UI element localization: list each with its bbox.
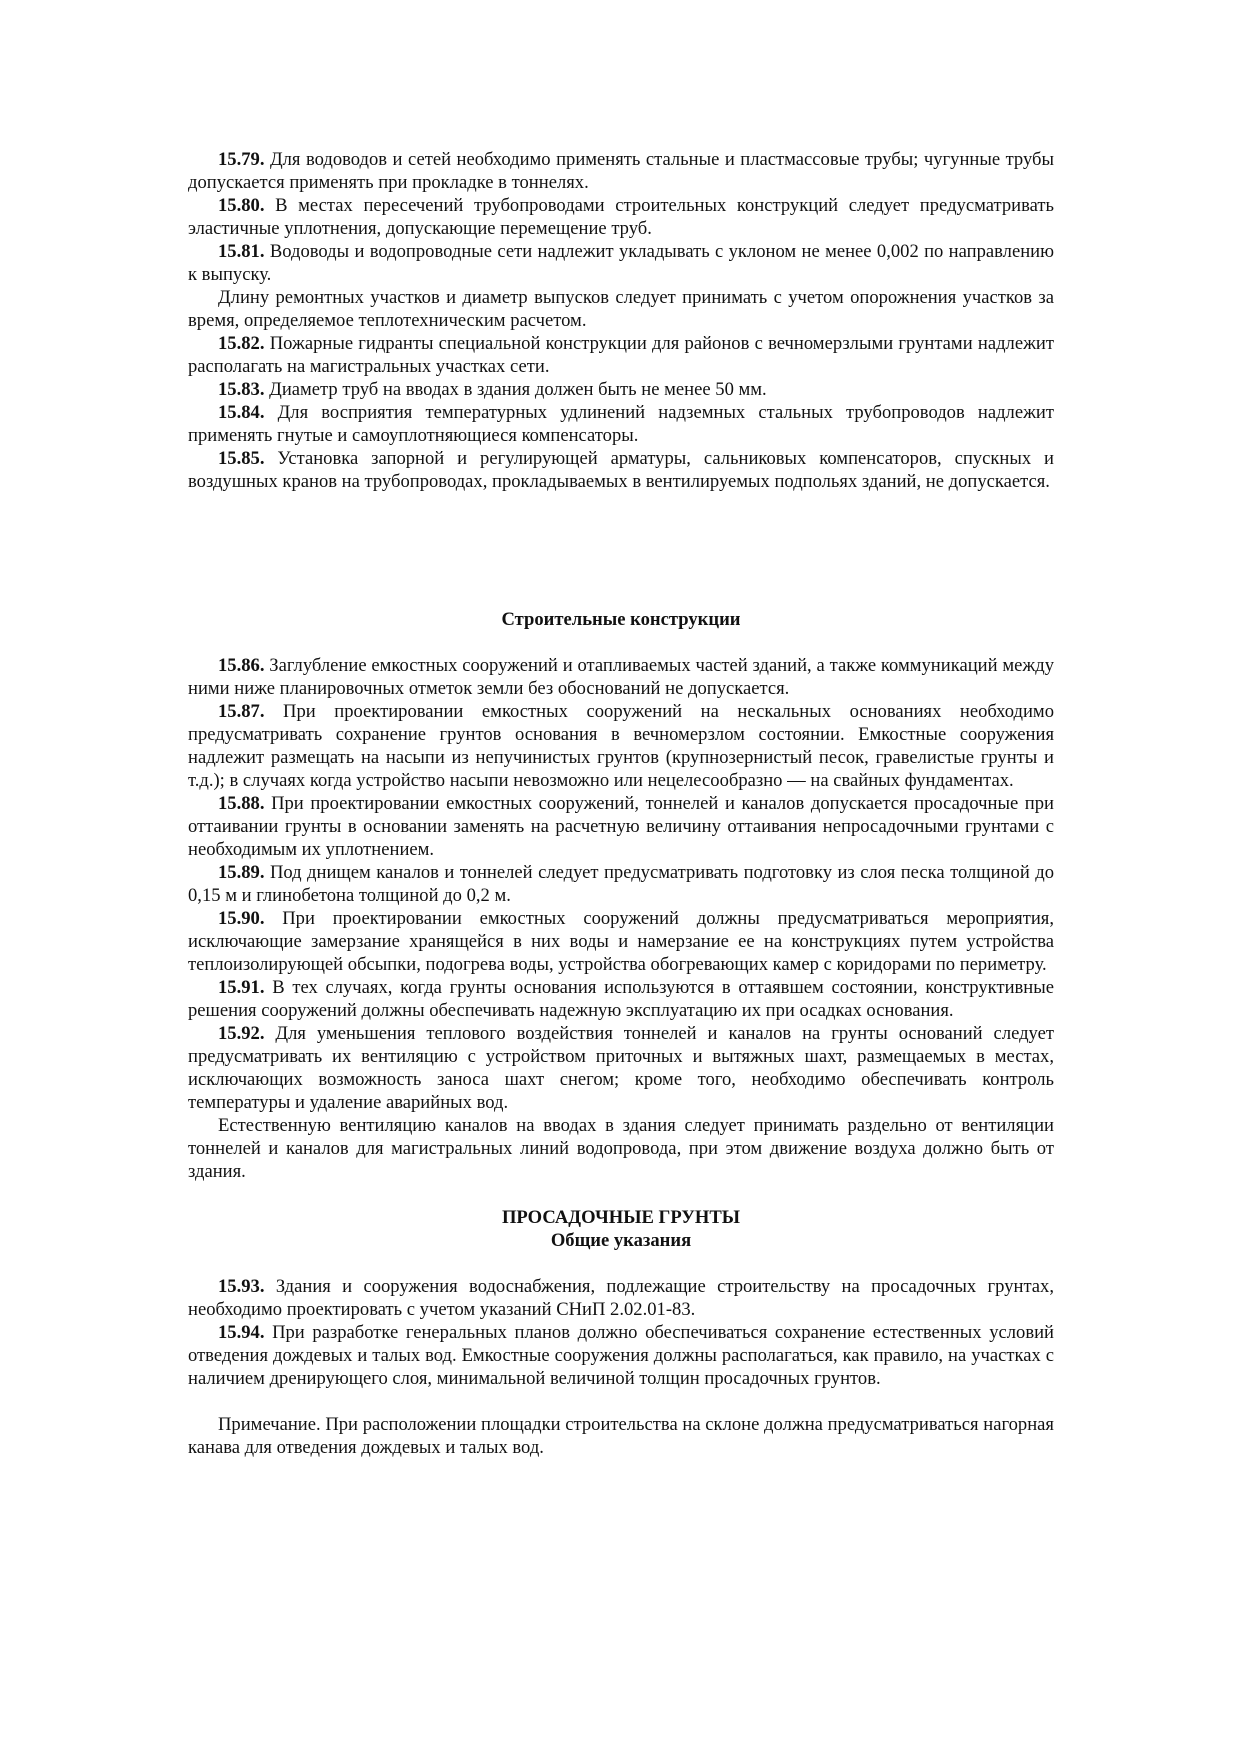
- clause-number: 15.91.: [218, 977, 265, 998]
- paragraph-15-83: [188, 378, 1054, 401]
- section-subsiding-soils: [188, 1275, 1054, 1390]
- paragraph-15-84: [188, 401, 1054, 447]
- heading-general-instructions: Общие указания: [550, 1230, 692, 1251]
- clause-text: В тех случаях, когда грунты основания используются в оттаявшем состоянии, конструктивные решения сооружений должны обеспечивать надежную эксплуатацию их при осадках основания.: [188, 977, 1054, 1021]
- paragraph-15-93: [188, 1275, 1054, 1321]
- clause-number: 15.87.: [218, 701, 265, 722]
- clause-text: Естественную вентиляцию каналов на вводах в здания следует принимать раздельно от вентиляции тоннелей и каналов для магистральных линий водопровода, при этом движение воздуха должно быть от здания.: [188, 1115, 1054, 1182]
- note-paragraph: Примечание. При расположении площадки строительства на склоне должна предусматриваться нагорная канава для отведения дождевых и талых вод.: [188, 1414, 1054, 1458]
- clause-number: 15.80.: [218, 195, 265, 216]
- paragraph-15-80: [188, 194, 1054, 240]
- clause-number: 15.84.: [218, 402, 265, 423]
- paragraph-15-86: [188, 654, 1054, 700]
- paragraph-15-89: [188, 861, 1054, 907]
- clause-text: Диаметр труб на вводах в здания должен быть не менее 50 мм.: [264, 379, 767, 400]
- clause-text: Пожарные гидранты специальной конструкции для районов с вечномерзлыми грунтами надлежит располагать на магистральных участках сети.: [188, 333, 1054, 377]
- clause-number: 15.89.: [218, 862, 265, 883]
- clause-number: 15.90.: [218, 908, 265, 929]
- clause-number: 15.83.: [218, 379, 265, 400]
- clause-text: Установка запорной и регулирующей арматуры, сальниковых компенсаторов, спускных и воздушных кранов на трубопроводах, прокладываемых в вентилируемых подпольях зданий, не допускается.: [188, 448, 1054, 492]
- spacer: [188, 1390, 1054, 1413]
- clause-number: 15.94.: [218, 1322, 265, 1343]
- clause-text: При проектировании емкостных сооружений, тоннелей и каналов допускается просадочные при оттаивании грунты в основании заменять на расчетную величину оттаивания непросадочными грунтами с необходимым их уплотнением.: [188, 793, 1054, 860]
- section-pipes: [188, 148, 1054, 493]
- clause-text: Заглубление емкостных сооружений и отапливаемых частей зданий, а также коммуникаций между ними ниже планировочных отметок земли без обоснований не допускается.: [188, 655, 1054, 699]
- clause-number: 15.85.: [218, 448, 265, 469]
- clause-text: Под днищем каналов и тоннелей следует предусматривать подготовку из слоя песка толщиной до 0,15 м и глинобетона толщиной до 0,2 м.: [188, 862, 1054, 906]
- clause-number: 15.79.: [218, 149, 265, 170]
- document-page: [188, 148, 1054, 1459]
- clause-text: Для уменьшения теплового воздействия тоннелей и каналов на грунты оснований следует предусматривать их вентиляцию с устройством приточных и вытяжных шахт, размещаемых в местах, исключающих возможность заноса шахт снегом; кроме того, необходимо обеспечивать контроль температуры и удаление аварийных вод.: [188, 1023, 1054, 1113]
- spacer: [188, 631, 1054, 654]
- clause-text: В местах пересечений трубопроводами строительных конструкций следует предусматривать эластичные уплотнения, допускающие перемещение труб.: [188, 195, 1054, 239]
- spacer: [188, 493, 1054, 608]
- paragraph-ventilation: [188, 1114, 1054, 1183]
- clause-text: Здания и сооружения водоснабжения, подлежащие строительству на просадочных грунтах, необходимо проектировать с учетом указаний СНиП 2.02.01-83.: [188, 1276, 1054, 1320]
- paragraph-15-85: [188, 447, 1054, 493]
- paragraph-15-79: [188, 148, 1054, 194]
- clause-text: Для водоводов и сетей необходимо применять стальные и пластмассовые трубы; чугунные трубы допускается применять при прокладке в тоннелях.: [188, 149, 1054, 193]
- clause-text: Водоводы и водопроводные сети надлежит укладывать с уклоном не менее 0,002 по направлению к выпуску.: [188, 241, 1054, 285]
- clause-text: Для восприятия температурных удлинений надземных стальных трубопроводов надлежит применять гнутые и самоуплотняющиеся компенсаторы.: [188, 402, 1054, 446]
- clause-number: 15.92.: [218, 1023, 265, 1044]
- clause-text: При проектировании емкостных сооружений должны предусматриваться мероприятия, исключающие замерзание хранящейся в них воды и намерзание ее на конструкциях путем устройства теплоизолирующей обсыпки, подогрева воды, устройства обогревающих камер с коридорами по периметру.: [188, 908, 1054, 975]
- paragraph-15-88: [188, 792, 1054, 861]
- paragraph-repair-sections: [188, 286, 1054, 332]
- clause-text: Длину ремонтных участков и диаметр выпусков следует принимать с учетом опорожнения участков за время, определяемое теплотехническим расчетом.: [188, 287, 1054, 331]
- paragraph-15-81: [188, 240, 1054, 286]
- spacer: [188, 1252, 1054, 1275]
- clause-number: 15.81.: [218, 241, 265, 262]
- heading-subsiding-soils: ПРОСАДОЧНЫЕ ГРУНТЫ: [501, 1207, 741, 1228]
- clause-text: При разработке генеральных планов должно обеспечиваться сохранение естественных условий отведения дождевых и талых вод. Емкостные сооружения должны располагаться, как правило, на участках с наличием дренирующего слоя, минимальной величиной толщин просадочных грунтов.: [188, 1322, 1054, 1389]
- spacer: [188, 1183, 1054, 1206]
- paragraph-15-91: [188, 976, 1054, 1022]
- paragraph-15-90: [188, 907, 1054, 976]
- clause-number: 15.82.: [218, 333, 265, 354]
- clause-number: 15.88.: [218, 793, 265, 814]
- clause-number: 15.86.: [218, 655, 265, 676]
- paragraph-15-82: [188, 332, 1054, 378]
- heading-construction: Строительные конструкции: [501, 609, 741, 630]
- paragraph-15-87: [188, 700, 1054, 792]
- clause-text: При проектировании емкостных сооружений на нескальных основаниях необходимо предусматривать сохранение грунтов основания в вечномерзлом состоянии. Емкостные сооружения надлежит размещать на насыпи из непучинистых грунтов (крупнозернистый песок, гравелистые грунты и т.д.); в случаях когда устройство насыпи невозможно или нецелесообразно — на свайных фундаментах.: [188, 701, 1054, 791]
- paragraph-15-94: [188, 1321, 1054, 1390]
- section-construction: [188, 654, 1054, 1183]
- paragraph-15-92: [188, 1022, 1054, 1114]
- clause-number: 15.93.: [218, 1276, 265, 1297]
